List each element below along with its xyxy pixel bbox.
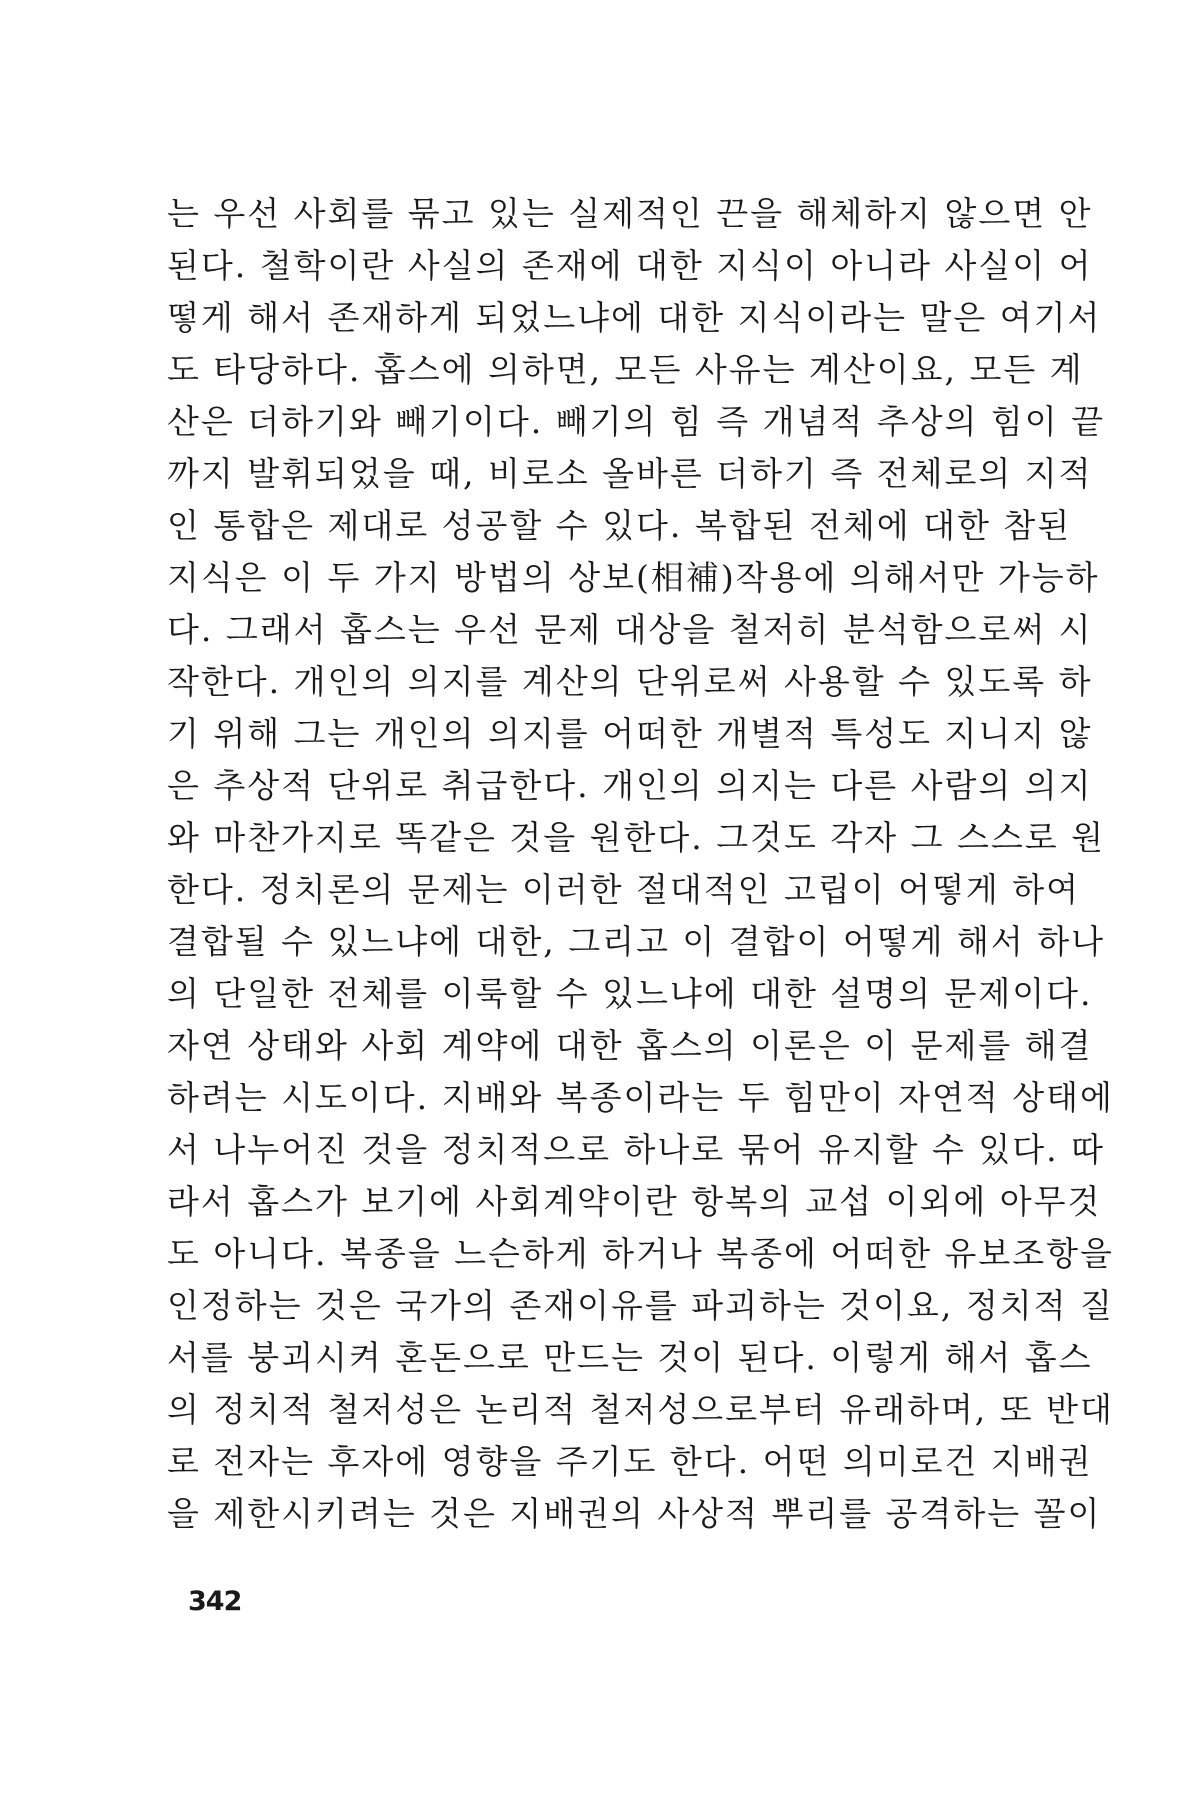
text-line: 작한다. 개인의 의지를 계산의 단위로써 사용할 수 있도록 하: [167, 662, 1093, 701]
text-line: 로 전자는 후자에 영향을 주기도 한다. 어떤 의미로건 지배권: [167, 1442, 1093, 1481]
text-line: 는 우선 사회를 묶고 있는 실제적인 끈을 해체하지 않으면 안: [167, 194, 1093, 233]
text-line: 라서 홉스가 보기에 사회계약이란 항복의 교섭 이외에 아무것: [167, 1182, 1102, 1221]
text-line: 도 타당하다. 홉스에 의하면, 모든 사유는 계산이요, 모든 계: [167, 350, 1084, 389]
text-line: 인정하는 것은 국가의 존재이유를 파괴하는 것이요, 정치적 질: [167, 1286, 1114, 1325]
text-line: 인 통합은 제대로 성공할 수 있다. 복합된 전체에 대한 참된: [167, 506, 1072, 545]
text-line: 자연 상태와 사회 계약에 대한 홉스의 이론은 이 문제를 해결: [167, 1026, 1093, 1065]
page-number: 342: [188, 1586, 242, 1617]
text-line: 다. 그래서 홉스는 우선 문제 대상을 철저히 분석함으로써 시: [167, 610, 1093, 649]
text-line: 지식은 이 두 가지 방법의 상보(相補)작용에 의해서만 가능하: [167, 558, 1100, 597]
text-line: 도 아니다. 복종을 느슨하게 하거나 복종에 어떠한 유보조항을: [167, 1234, 1114, 1273]
text-line: 의 단일한 전체를 이룩할 수 있느냐에 대한 설명의 문제이다.: [167, 974, 1093, 1013]
text-line: 한다. 정치론의 문제는 이러한 절대적인 고립이 어떻게 하여: [167, 870, 1080, 909]
text-line: 떻게 해서 존재하게 되었느냐에 대한 지식이라는 말은 여기서: [167, 298, 1102, 337]
text-line: 을 제한시키려는 것은 지배권의 사상적 뿌리를 공격하는 꼴이: [167, 1494, 1102, 1533]
text-line: 와 마찬가지로 똑같은 것을 원한다. 그것도 각자 그 스스로 원: [167, 818, 1105, 857]
text-line: 기 위해 그는 개인의 의지를 어떠한 개별적 특성도 지니지 않: [167, 714, 1093, 753]
body-text: [167, 188, 1114, 1540]
text-line: 서를 붕괴시켜 혼돈으로 만드는 것이 된다. 이렇게 해서 홉스: [167, 1338, 1093, 1377]
text-line: 서 나누어진 것을 정치적으로 하나로 묶어 유지할 수 있다. 따: [167, 1130, 1105, 1169]
text-line: 결합될 수 있느냐에 대한, 그리고 이 결합이 어떻게 해서 하나: [167, 922, 1105, 961]
text-line: 까지 발휘되었을 때, 비로소 올바른 더하기 즉 전체로의 지적: [167, 454, 1093, 493]
text-line: 의 정치적 철저성은 논리적 철저성으로부터 유래하며, 또 반대: [167, 1390, 1114, 1429]
text-line: 된다. 철학이란 사실의 존재에 대한 지식이 아니라 사실이 어: [167, 246, 1093, 285]
text-line: 산은 더하기와 빼기이다. 빼기의 힘 즉 개념적 추상의 힘이 끝: [167, 402, 1105, 441]
text-line: 하려는 시도이다. 지배와 복종이라는 두 힘만이 자연적 상태에: [167, 1078, 1114, 1117]
text-line: 은 추상적 단위로 취급한다. 개인의 의지는 다른 사람의 의지: [167, 766, 1093, 805]
